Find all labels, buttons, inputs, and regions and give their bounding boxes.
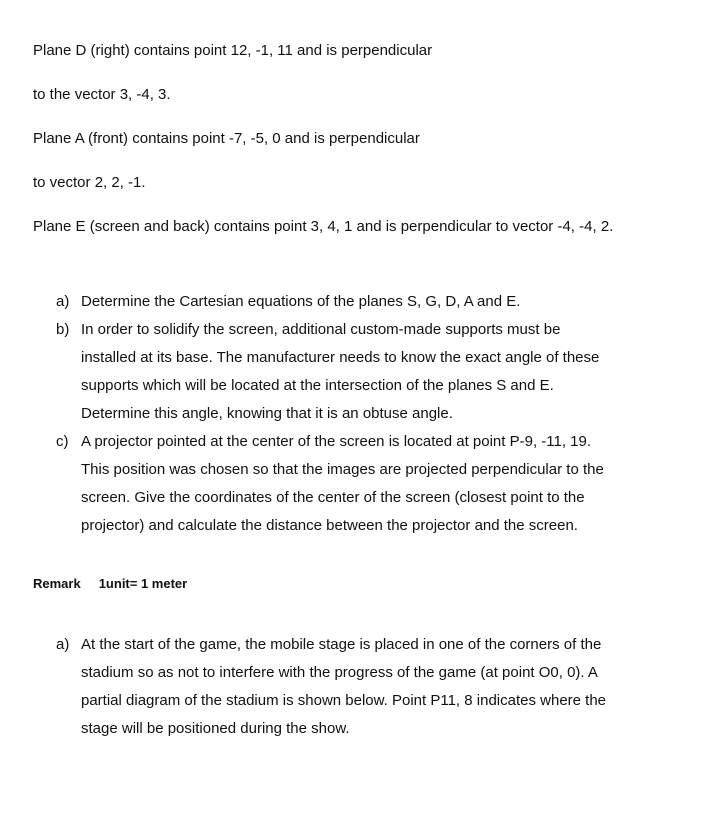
text-line: installed at its base. The manufacturer needs to know the exact angle of these <box>81 349 600 366</box>
text-line: projector) and calculate the distance between the projector and the screen. <box>81 517 578 534</box>
text-line: stadium so as not to interfere with the progress of the game (at point O0, 0). A <box>81 664 598 681</box>
question-list-2 <box>0 631 707 743</box>
list-item-text <box>81 316 681 428</box>
list-item <box>0 631 707 743</box>
remark-label: Remark <box>33 576 81 591</box>
list-item-text <box>81 288 681 316</box>
list-marker: c) <box>56 433 69 450</box>
list-item <box>0 288 707 316</box>
text-line: supports which will be located at the intersection of the planes S and E. <box>81 377 554 394</box>
plane-d-line-1: Plane D (right) contains point 12, -1, 11 and is perpendicular <box>33 42 433 59</box>
text-line: A projector pointed at the center of the screen is located at point P-9, -11, 19. <box>81 433 592 450</box>
text-line: Determine this angle, knowing that it is an obtuse angle. <box>81 405 453 422</box>
list-item <box>0 316 707 428</box>
text-line: stage will be positioned during the show. <box>81 720 350 737</box>
plane-d-line-2: to the vector 3, -4, 3. <box>33 86 171 103</box>
plane-a-line-1: Plane A (front) contains point -7, -5, 0 and is perpendicular <box>33 130 420 147</box>
plane-e-line: Plane E (screen and back) contains point 3, 4, 1 and is perpendicular to vector -4, -4, 2. <box>33 218 614 235</box>
text-line: At the start of the game, the mobile stage is placed in one of the corners of the <box>81 636 602 653</box>
text-line: partial diagram of the stadium is shown below. Point P11, 8 indicates where the <box>81 692 607 709</box>
list-item <box>0 428 707 540</box>
text-line: In order to solidify the screen, additional custom-made supports must be <box>81 321 561 338</box>
text-line: Determine the Cartesian equations of the planes S, G, D, A and E. <box>81 293 521 310</box>
list-marker: a) <box>56 636 70 653</box>
list-item-text <box>81 428 681 540</box>
plane-a-line-2: to vector 2, 2, -1. <box>33 174 146 191</box>
text-line: This position was chosen so that the images are projected perpendicular to the <box>81 461 604 478</box>
text-line: screen. Give the coordinates of the center of the screen (closest point to the <box>81 489 585 506</box>
list-marker: a) <box>56 293 70 310</box>
list-item-text <box>81 631 681 743</box>
remark <box>33 575 187 593</box>
question-list <box>0 288 707 540</box>
remark-value: 1unit= 1 meter <box>98 576 188 591</box>
list-marker: b) <box>56 321 70 338</box>
